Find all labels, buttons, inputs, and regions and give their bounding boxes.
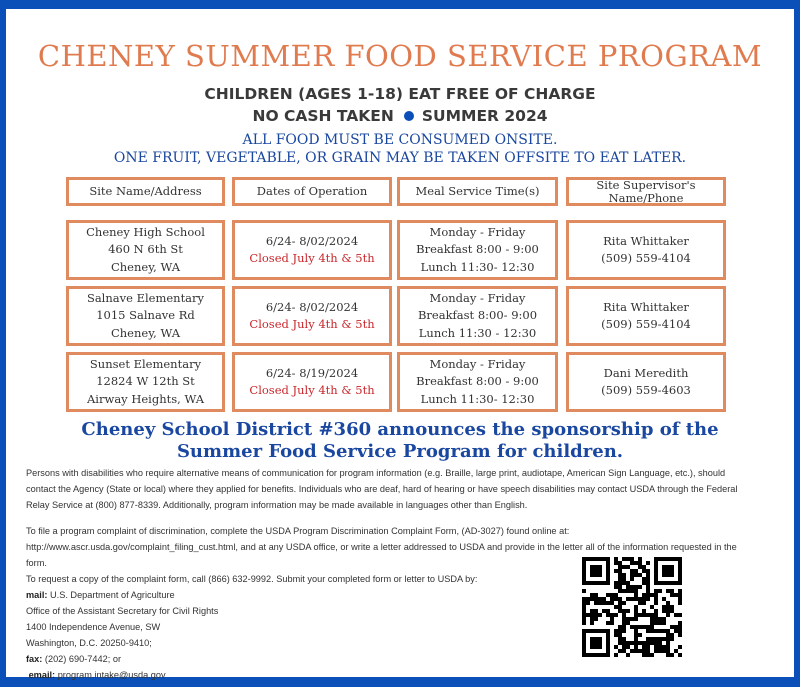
site-address: 460 N 6th St (108, 242, 183, 257)
dates-text: 6/24- 8/02/2024 (265, 299, 359, 314)
times-cell (397, 352, 558, 412)
address-line: Office of the Assistant Secretary for Civil Rights (26, 606, 219, 616)
site-address: 1015 Salnave Rd (96, 308, 195, 323)
table-header-cell (397, 177, 558, 206)
email-label: email: (28, 670, 56, 680)
qr-code-icon (582, 557, 682, 657)
sponsor-line-2: Summer Food Service Program for children. (176, 441, 624, 462)
column-header: Site Supervisor's Name/Phone (596, 177, 696, 205)
complaint-statement: To file a program complaint of discrimination, complete the USDA Program Discrimination Complaint Form, (AD-3027) found online at: http://www.ascr.usda.gov/complaint_filing_cust.html, and at any USDA office, or write a letter addressed to USDA and provide in the letter all of the information requested in the form. (26, 526, 737, 568)
times-cell (397, 220, 558, 280)
closed-text: Closed July 4th & 5th (249, 251, 375, 265)
page-title: CHENEY SUMMER FOOD SERVICE PROGRAM (37, 39, 763, 73)
column-header: Dates of Operation (256, 184, 368, 199)
supervisor-phone: (509) 559-4104 (601, 317, 691, 331)
supervisor-name: Rita Whittaker (603, 299, 689, 314)
supervisor-cell (566, 220, 726, 280)
supervisor-phone: (509) 559-4104 (601, 251, 691, 265)
subtitle-free: CHILDREN (AGES 1-18) EAT FREE OF CHARGE (204, 85, 596, 103)
dates-text: 6/24- 8/19/2024 (265, 365, 359, 380)
flyer-page (6, 9, 794, 680)
dates-cell (232, 220, 392, 280)
meal-time: Monday - Friday (429, 357, 526, 372)
site-cell (66, 286, 225, 346)
times-cell (397, 286, 558, 346)
meal-time: Breakfast 8:00 - 9:00 (416, 242, 539, 257)
supervisor-cell (566, 352, 726, 412)
mail-label: mail: (26, 590, 48, 600)
meal-time: Breakfast 8:00- 9:00 (417, 308, 538, 323)
closed-text: Closed July 4th & 5th (249, 383, 375, 397)
address-line: Washington, D.C. 20250-9410; (26, 638, 152, 648)
table-header-cell (566, 177, 726, 206)
supervisor-phone: (509) 559-4603 (601, 383, 691, 397)
closed-text: Closed July 4th & 5th (249, 317, 375, 331)
accessibility-statement: Persons with disabilities who require alternative means of communication for program information (e.g. Braille, large print, audiotape, American Sign Language, etc.), should contact the Agency (State or local) where they applied for benefits. Individuals who are deaf, hard of hearing or have speech disabilities may contact USDA through the Federal Relay Service at (800) 877-8339. Additionally, program information may be made available in languages other than English. (26, 468, 738, 510)
site-address: 12824 W 12th St (96, 374, 195, 389)
dates-text: 6/24- 8/02/2024 (265, 233, 359, 248)
meal-time: Monday - Friday (429, 291, 526, 306)
notice-offsite: ONE FRUIT, VEGETABLE, OR GRAIN MAY BE TAKEN OFFSITE TO EAT LATER. (113, 150, 687, 166)
meal-time: Lunch 11:30 - 12:30 (418, 325, 537, 340)
site-address: Cheney, WA (110, 259, 181, 274)
subtitle-cash (6, 107, 794, 125)
supervisor-cell (566, 286, 726, 346)
column-header: Site Name/Address (89, 184, 202, 199)
address-line: 1400 Independence Avenue, SW (26, 622, 161, 632)
meal-time: Lunch 11:30- 12:30 (420, 391, 535, 406)
supervisor-name: Rita Whittaker (603, 233, 689, 248)
table-header-cell (232, 177, 392, 206)
column-header: Meal Service Time(s) (415, 184, 540, 199)
mail-value: U.S. Department of Agriculture (50, 590, 175, 600)
dates-cell (232, 352, 392, 412)
no-cash-text: NO CASH TAKEN (252, 107, 394, 125)
dates-cell (232, 286, 392, 346)
supervisor-name: Dani Meredith (603, 365, 689, 380)
site-address: Airway Heights, WA (87, 391, 204, 406)
site-cell (66, 352, 225, 412)
email-link[interactable]: program.intake@usda.gov (57, 670, 166, 680)
site-cell (66, 220, 225, 280)
site-name: Cheney High School (86, 225, 205, 240)
request-text: To request a copy of the complaint form, call (866) 632-9992. Submit your completed form or letter to USDA by: (26, 574, 478, 584)
site-name: Salnave Elementary (86, 291, 205, 306)
table-header-cell (66, 177, 225, 206)
fax-value: (202) 690-7442; or (44, 654, 122, 664)
contact-block (26, 571, 566, 683)
sponsor-statement (6, 419, 794, 463)
meal-time: Breakfast 8:00 - 9:00 (416, 374, 539, 389)
summer-text: SUMMER 2024 (421, 107, 548, 125)
bullet-icon (404, 111, 414, 121)
meal-time: Lunch 11:30- 12:30 (420, 259, 535, 274)
site-address: Cheney, WA (110, 325, 181, 340)
notice-onsite: ALL FOOD MUST BE CONSUMED ONSITE. (242, 132, 558, 148)
site-name: Sunset Elementary (89, 357, 202, 372)
fax-label: fax: (26, 654, 43, 664)
meal-time: Monday - Friday (429, 225, 526, 240)
sponsor-line-1: Cheney School District #360 announces the sponsorship of the (81, 419, 719, 440)
